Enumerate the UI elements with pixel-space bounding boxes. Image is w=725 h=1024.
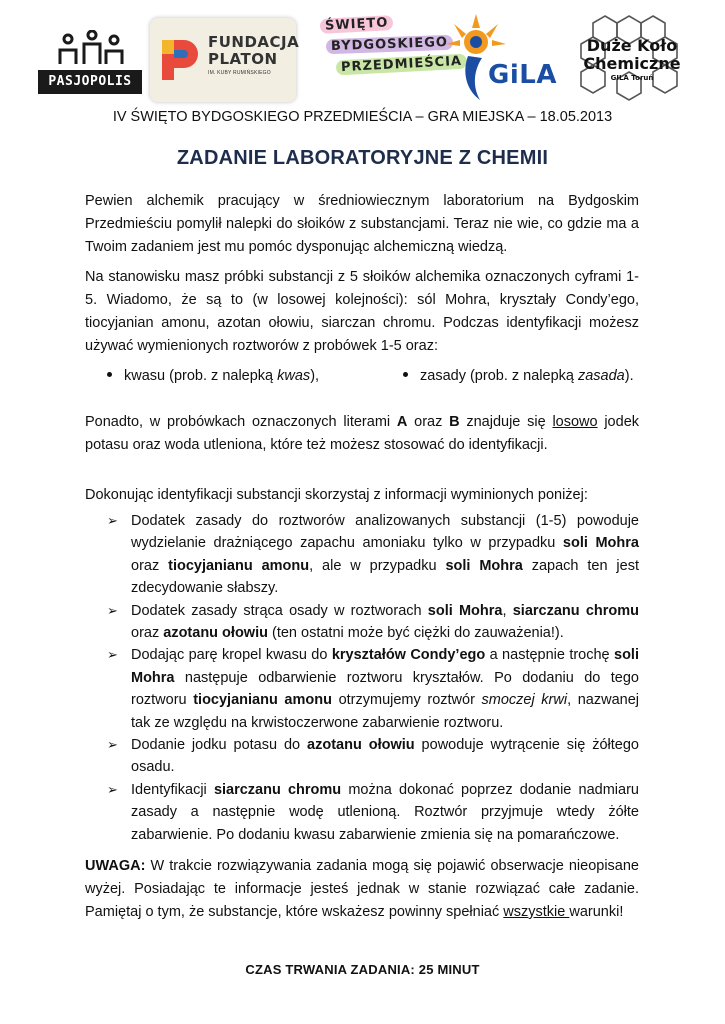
substances-paragraph: Na stanowisku masz próbki substancji z 5 słoików alchemika oznaczonych cyframi 1-5. Wiadomo, że są to (w losowej kolejności): sól Mohra, kryształy Condy’ego, tiocyjanian amonu, azotan ołowiu, siarczan chromu. Podczas identyfikacji możesz używać wymienionych roztworów z probówek 1-5 oraz: (85, 269, 639, 354)
rule-bold: tiocyjanianu amonu (168, 557, 310, 574)
all-emphasis: wszystkie (503, 904, 570, 920)
rule-text: (ten ostatni może być ciężki do zauważenia!). (267, 625, 564, 642)
tube-b-label: B (449, 414, 460, 430)
identification-rules (107, 510, 639, 846)
fundacja-platon-logo (150, 18, 300, 102)
swieto-line-2: BYDGOSKIEGO (326, 35, 453, 54)
bullet-base (403, 368, 634, 384)
sponsor-logos (38, 10, 698, 100)
rule-text: a następnie trochę (485, 647, 614, 664)
warning-label: UWAGA: (85, 858, 146, 874)
rule-text: otrzymujemy roztwór (331, 692, 482, 709)
rule-bold: azotanu ołowiu (307, 737, 415, 754)
arrow-bullet-icon: ➢ (107, 602, 118, 618)
rule-bold: soli Mohra (427, 602, 503, 619)
instructions-lead: Dokonując identyfikacji substancji skorzystaj z informacji wyminionych poniżej: (85, 487, 588, 503)
gila-wordmark: GiLA (488, 60, 557, 90)
gila-sun-figure-icon (446, 14, 558, 104)
bullet-acid (107, 368, 319, 384)
rule-item (107, 779, 639, 846)
rule-bold: soli Mohra (445, 557, 523, 574)
rule-text: zapach ten jest zdecydowanie słabszy. (131, 557, 639, 597)
rule-text: powoduje wytrącenie się żółtego osadu. (131, 737, 639, 776)
rule-text: Identyfikacji (131, 781, 214, 798)
bullet-base-text-pre: zasady (prob. z nalepką (420, 368, 578, 384)
bullet-acid-label: kwas (277, 368, 311, 384)
rule-bold: siarczanu chromu (512, 602, 640, 619)
warning-text-2: warunki! (569, 904, 624, 920)
pasjopolis-logo (38, 30, 142, 94)
duration-footer: CZAS TRWANIA ZADANIA: 25 MINUT (245, 962, 480, 977)
rule-bold: kryształów Condy’ego (331, 647, 486, 664)
warning-text-1: W trakcie rozwiązywania zadania mogą się pojawić obserwacje nieopisane wyżej. Posiadając te informacje jesteś jednak w stanie rozwiązać całe zadanie. Pamiętaj o tym, że substancje, które wskażesz powinny spełniać (85, 858, 639, 920)
rule-bold: soli Mohra (562, 535, 639, 552)
bullet-acid-text-post: ), (310, 368, 320, 384)
event-subtitle: IV ŚWIĘTO BYDGOSKIEGO PRZEDMIEŚCIA – GRA MIEJSKA – 18.05.2013 (112, 109, 613, 125)
p3-text-2: oraz (407, 414, 450, 430)
p3-text-4: jodek potasu oraz woda utleniona, które też możesz stosować do identyfikacji. (85, 414, 640, 453)
rule-bold: siarczanu chromu (213, 781, 342, 798)
rule-text: , ale w przypadku (309, 557, 446, 574)
rule-text: oraz (131, 625, 164, 642)
rule-text: można dokonać poprzez dodanie nadmiaru zasady a następnie wodę utlenioną. Roztwór przyjmuje wtedy żółte zabarwienie. Po dodaniu kwasu zabarwienie zmienia się na pomarańczowe. (131, 781, 639, 843)
warning-paragraph (85, 855, 639, 924)
p3-text-3: znajduje się (459, 414, 553, 430)
swieto-bydgoskiego-logo (316, 15, 463, 99)
rule-text: , (502, 602, 513, 619)
arrow-bullet-icon: ➢ (107, 647, 118, 663)
arrow-bullet-icon: ➢ (107, 513, 118, 528)
duze-kolo-line-1: Duże Koło (586, 36, 678, 55)
random-emphasis: losowo (552, 414, 598, 430)
rule-text: , nazwanej tak ze względu na krwistoczerwone zabarwienie roztworu. (131, 692, 639, 731)
extra-reagents-paragraph (85, 411, 639, 457)
rule-item (107, 510, 639, 600)
bullet-base-text-post: ). (624, 368, 634, 384)
rule-text: Dodanie jodku potasu do (131, 737, 308, 754)
rule-italic: smoczej krwi (481, 692, 568, 709)
bullet-base-label: zasada (577, 368, 625, 384)
arrow-bullet-icon: ➢ (107, 781, 118, 797)
platon-mark-icon (158, 36, 202, 84)
platon-line-3: IM. KUBY RUMIŃSKIEGO (208, 70, 271, 76)
swieto-line-1: ŚWIĘTO (320, 15, 394, 34)
rule-item (107, 600, 639, 645)
rule-bold: soli Mohra (131, 647, 639, 686)
duze-kolo-line-3: GILA Toruń (610, 74, 654, 82)
bullet-dot-icon (107, 372, 112, 377)
platon-wordmark (208, 33, 300, 76)
rule-text: Dodając parę kropel kwasu do (131, 647, 332, 664)
gila-logo (446, 14, 558, 104)
rule-text: Dodatek zasady strąca osady w roztworach (131, 602, 428, 619)
people-figures-icon (56, 30, 126, 64)
platon-line-1: FUNDACJA (208, 33, 300, 51)
p3-text-1: Ponadto, w probówkach oznaczonych literami (85, 414, 397, 430)
rule-text: Dodatek zasady do roztworów analizowanych substancji (1-5) powoduje wydzielanie drażniącego zapachu amoniaku tylko w przypadku (131, 513, 639, 552)
duze-kolo-chemiczne-logo (568, 12, 690, 102)
rule-text: oraz (131, 557, 169, 574)
rule-bold: tiocyjanianu amonu (193, 692, 332, 709)
tube-a-label: A (396, 414, 408, 430)
platon-line-2: PLATON (208, 50, 278, 68)
duze-kolo-line-2: Chemiczne (583, 54, 681, 73)
rule-item (107, 734, 639, 779)
reagent-bullets (85, 368, 645, 392)
arrow-bullet-icon: ➢ (107, 737, 118, 753)
bullet-dot-icon (403, 372, 408, 377)
rule-bold: azotanu ołowiu (163, 625, 268, 642)
bullet-acid-text-pre: kwasu (prob. z nalepką (124, 368, 278, 384)
rule-item (107, 644, 639, 734)
intro-paragraph: Pewien alchemik pracujący w średniowiecznym laboratorium na Bydgoskim Przedmieściu pomylił nalepki do słoików z substancjami. Teraz nie wie, co gdzie ma a Twoim zadaniem jest mu pomóc dysponując alchemiczną wiedzą. (85, 193, 639, 255)
pasjopolis-wordmark: PASJOPOLIS (38, 70, 142, 94)
swieto-line-3: PRZEDMIEŚCIA (336, 54, 468, 76)
page-title: ZADANIE LABORATORYJNE Z CHEMII (176, 147, 549, 169)
rule-text: następuje odbarwienie roztworu kryształów. Po dodaniu do tego roztworu (131, 669, 639, 709)
